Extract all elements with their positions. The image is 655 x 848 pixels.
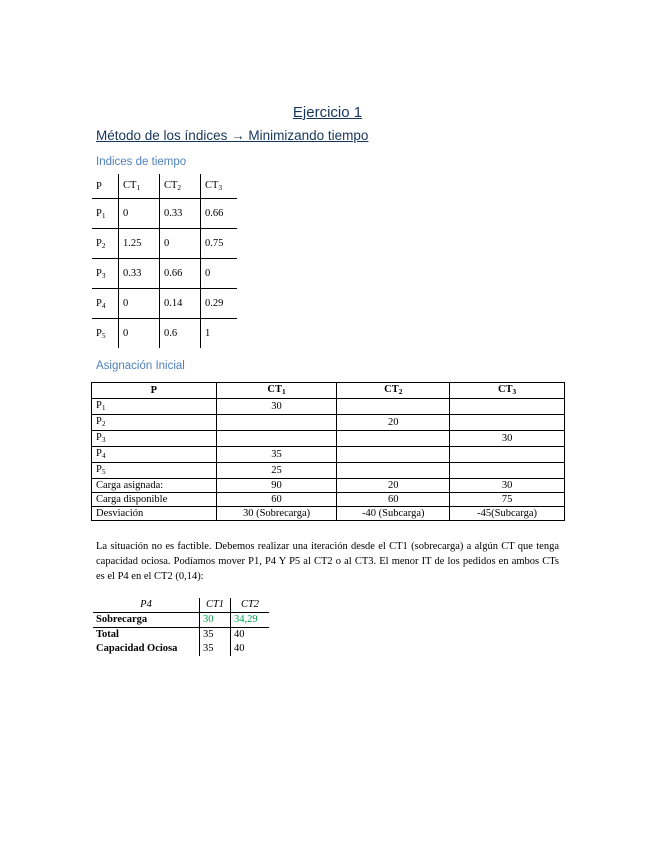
table-row: $P_4$ 35 xyxy=(92,447,565,463)
indices-header-row xyxy=(92,174,237,199)
table-row: Sobrecarga 30 34,29 xyxy=(93,613,269,628)
indices-header-ct1: $CT_1$ xyxy=(119,174,160,199)
table-row: $P_5$ 0 0.6 1 xyxy=(92,319,237,349)
indices-header-ct3: $CT_3$ xyxy=(201,174,238,199)
body-paragraph: La situación no es factible. Debemos realizar una iteración desde el CT1 (sobrecarga) a algún CT que tenga capacidad ociosa. Podíamos mover P1, P4 Y P5 al CT2 o al CT3. El menor IT de los pedidos en ambos CTs es el P4 en el CT2 (0,14): xyxy=(96,541,559,582)
asignacion-header-row: P $CT_1$ $CT_2$ $CT_3$ xyxy=(92,383,565,399)
table-row: $P_2$ 20 xyxy=(92,415,565,431)
p4-header-row: P4 CT1 CT2 xyxy=(93,598,269,613)
indices-header-ct2: $CT_2$ xyxy=(160,174,201,199)
indices-header-p: P xyxy=(96,180,102,192)
asignacion-heading: Asignación Inicial xyxy=(96,360,185,372)
table-row: Capacidad Ociosa 35 40 xyxy=(93,642,269,656)
indices-heading: Indices de tiempo xyxy=(96,156,187,168)
table-row: $P_4$ 0 0.14 0.29 xyxy=(92,289,237,319)
table-row: $P_1$ 0 0.33 0.66 xyxy=(92,199,237,229)
indices-table xyxy=(92,174,237,348)
page-subtitle: Método de los índices → Minimizando tiempo xyxy=(96,128,369,143)
asignacion-table xyxy=(91,382,565,521)
table-row: Desviación 30 (Sobrecarga) -40 (Subcarga) -45(Subcarga) xyxy=(92,507,565,521)
table-row: $P_1$ 30 xyxy=(92,399,565,415)
table-row: Carga disponible 60 60 75 xyxy=(92,493,565,507)
table-row: Total 35 40 xyxy=(93,628,269,643)
table-row: $P_3$ 30 xyxy=(92,431,565,447)
table-row: $P_3$ 0.33 0.66 0 xyxy=(92,259,237,289)
table-row: $P_2$ 1.25 0 0.75 xyxy=(92,229,237,259)
table-row: Carga asignada: 90 20 30 xyxy=(92,479,565,493)
table-row: $P_5$ 25 xyxy=(92,463,565,479)
p4-table xyxy=(93,598,269,656)
page-title: Ejercicio 1 xyxy=(292,104,363,121)
